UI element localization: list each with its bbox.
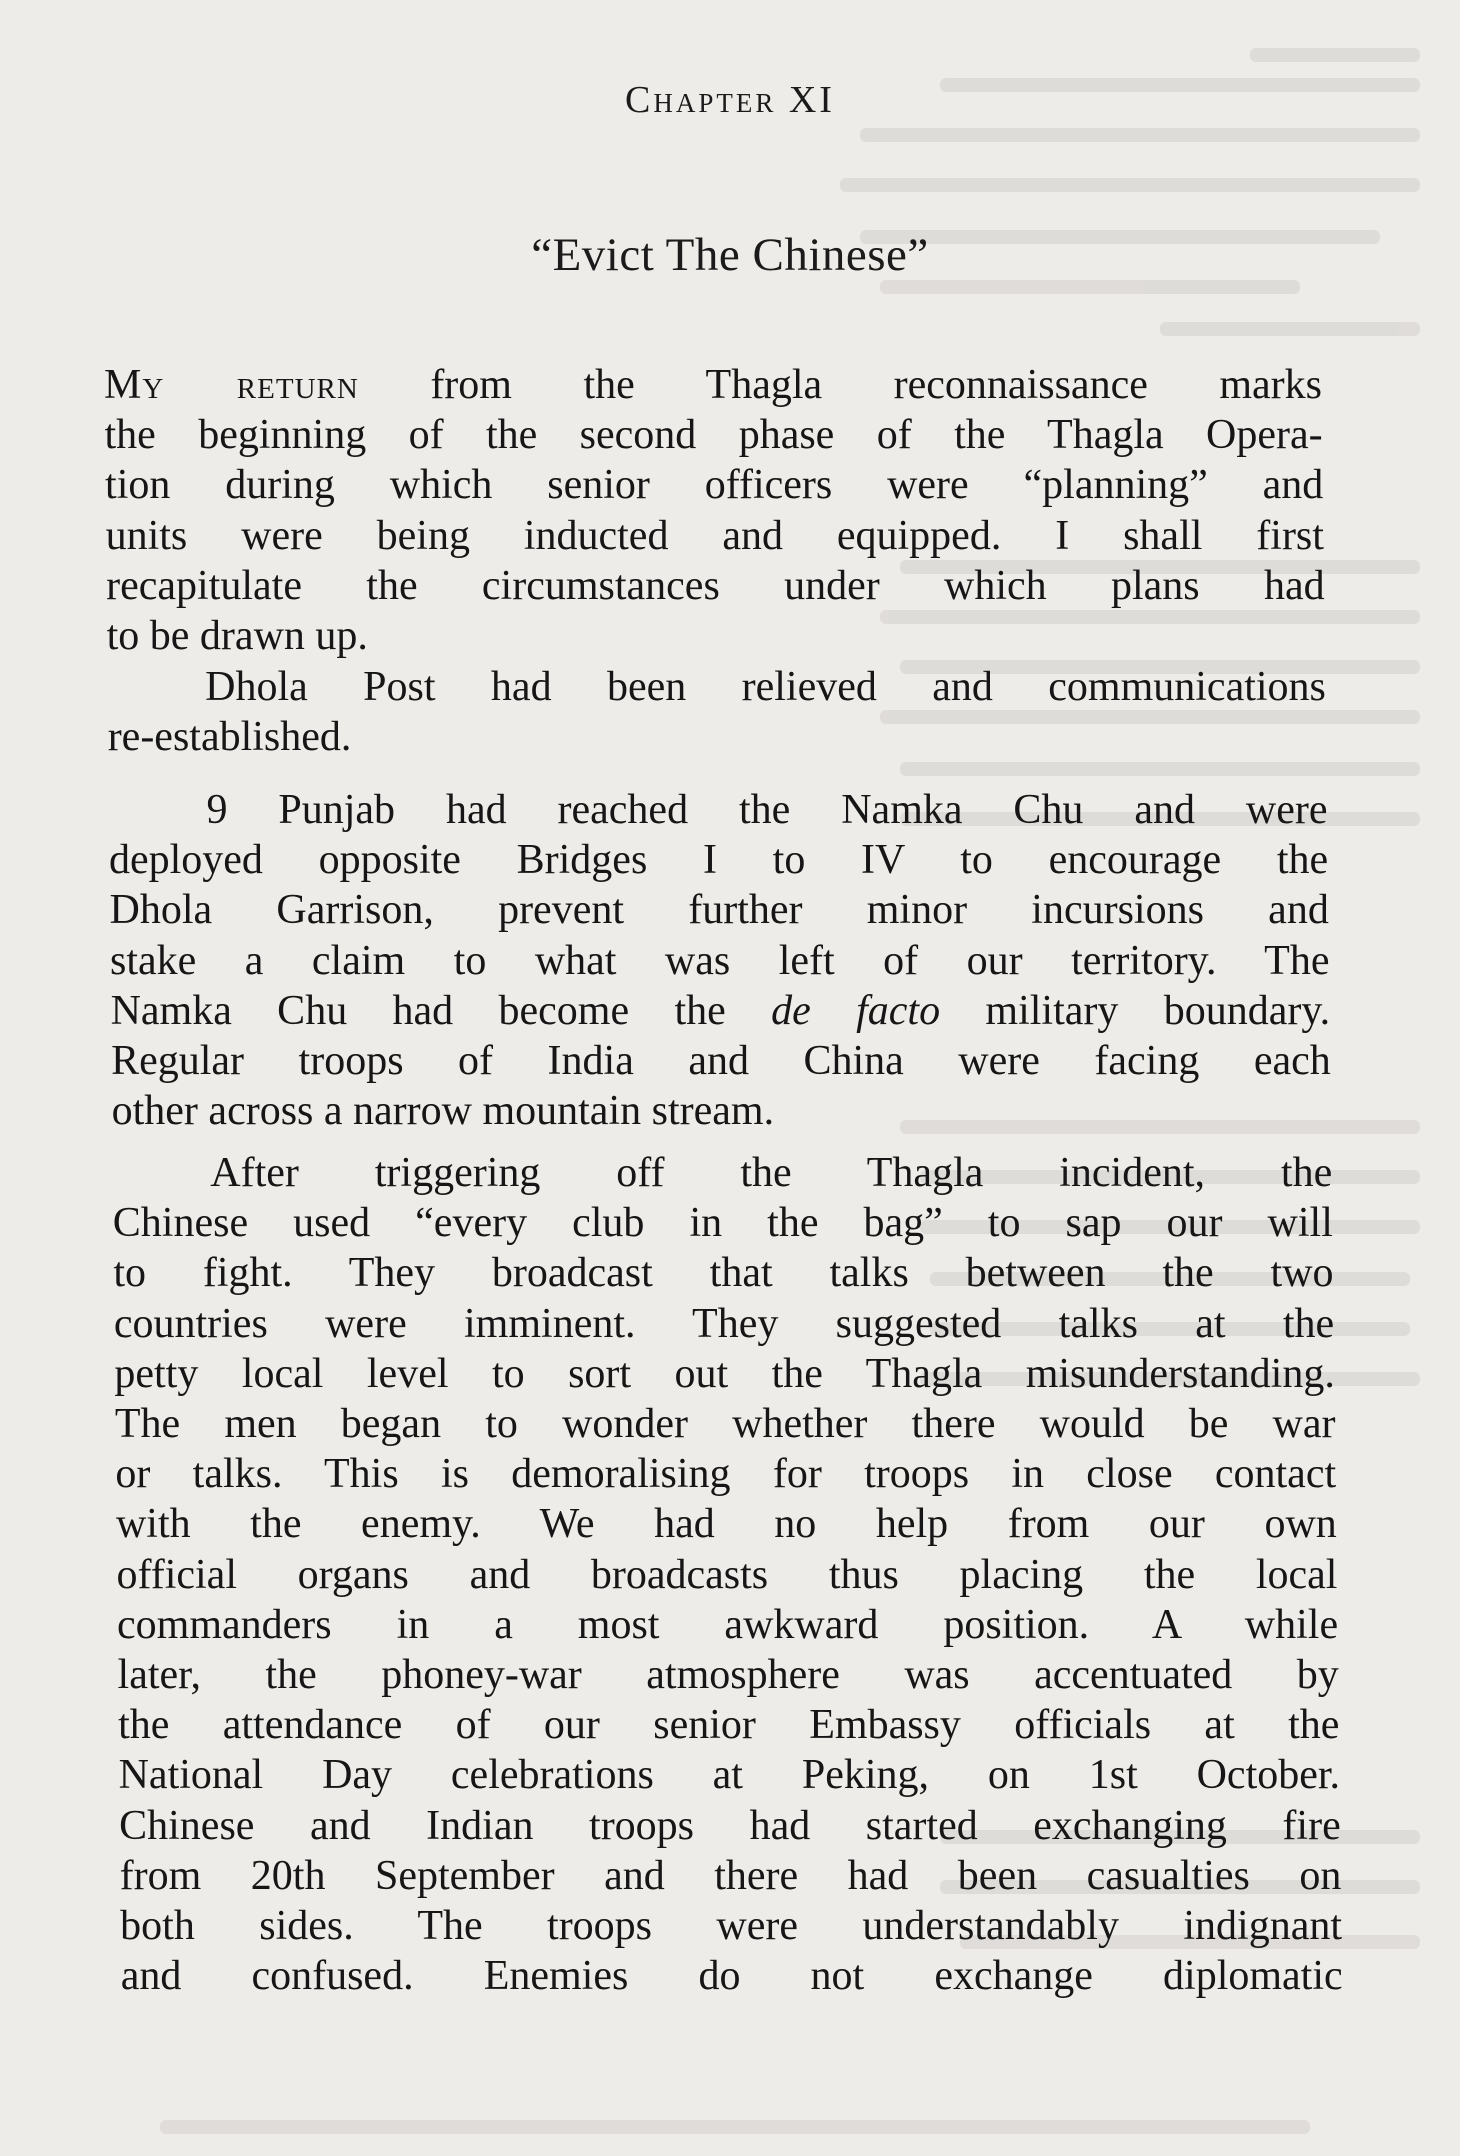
text-line [111, 986, 1331, 1036]
text-line [205, 662, 1326, 712]
text-line [110, 885, 1329, 935]
text-line-content: from the Thagla reconnaissance marks [358, 362, 1322, 408]
text-line-content: Regular troops of India and China were facing each [111, 1038, 1331, 1084]
text-line-content: tion during which senior officers were “planning” and [105, 462, 1324, 509]
text-line [112, 1086, 1332, 1136]
text-line [114, 1299, 1334, 1349]
text-line [104, 360, 1322, 410]
text-line [115, 1399, 1336, 1449]
text-line-content: petty local level to sort out the Thagla misunderstanding. [114, 1350, 1335, 1397]
text-line-content: commanders in a most awkward position. A while [117, 1601, 1339, 1648]
text-line [105, 460, 1323, 510]
text-line-content: National Day celebrations at Peking, on 1st October. [118, 1752, 1341, 1799]
text-line [121, 1951, 1343, 2001]
text-line-content: or talks. This is demoralising for troops in close contact [115, 1451, 1337, 1498]
text-line [111, 1036, 1331, 1086]
text-line-content: other across a narrow mountain stream. [111, 1088, 775, 1135]
text-line-content: to be drawn up. [106, 613, 368, 659]
text-line [105, 410, 1323, 460]
text-line [116, 1550, 1337, 1600]
text-line-content: both sides. The troops were understandably indignant [120, 1903, 1343, 1949]
text-line-content: After triggering off the Thagla incident, the [210, 1150, 1333, 1196]
text-line [110, 936, 1329, 986]
text-line-content: 9 Punjab had reached the Namka Chu and were [206, 787, 1328, 833]
text-line-content: deployed opposite Bridges I to IV to encourage the [108, 837, 1329, 884]
text-line-content: Chinese used “every club in the bag” to sap our will [112, 1200, 1333, 1247]
text-line [106, 511, 1324, 561]
text-line [117, 1600, 1338, 1650]
text-line [108, 712, 1327, 762]
text-line-content: Namka Chu had become the de facto military boundary. [110, 987, 1331, 1034]
text-line [113, 1198, 1333, 1248]
text-line [109, 835, 1328, 885]
text-line-content: countries were imminent. They suggested talks at the [113, 1300, 1335, 1347]
text-line [114, 1349, 1334, 1399]
text-line-content: later, the phoney-war atmosphere was accentuated by [117, 1652, 1339, 1698]
text-line-content: recapitulate the circumstances under which plans had [106, 562, 1325, 609]
chapter-number: Chapter XI [625, 79, 835, 121]
text-line [206, 785, 1327, 835]
text-line-content: Dhola Garrison, prevent further minor incursions and [109, 887, 1329, 934]
text-line-content: Chinese and Indian troops had started exchanging fire [119, 1802, 1341, 1849]
text-line-content: stake a claim to what was left of our territory. The [110, 937, 1330, 984]
text-line-content: official organs and broadcasts thus placing the local [116, 1551, 1338, 1598]
text-line [106, 561, 1325, 611]
text-line [113, 1248, 1333, 1298]
text-line-content: to fight. They broadcast that talks between the two [113, 1250, 1334, 1297]
text-line [118, 1650, 1339, 1700]
text-line [120, 1901, 1342, 1951]
text-line [118, 1700, 1339, 1750]
text-line-content: and confused. Enemies do not exchange diplomatic [120, 1953, 1343, 2000]
text-line-content: the attendance of our senior Embassy officials at the [118, 1702, 1340, 1749]
text-line-content: The men began to wonder whether there would be war [114, 1401, 1336, 1447]
text-line [119, 1801, 1341, 1851]
text-line [116, 1499, 1337, 1549]
text-line-content: with the enemy. We had no help from our own [115, 1501, 1337, 1548]
text-line-content: from 20th September and there had been casualties on [119, 1852, 1342, 1899]
text-line [210, 1148, 1332, 1198]
text-line-content: the beginning of the second phase of the Thagla Opera- [104, 412, 1323, 459]
text-line [120, 1851, 1342, 1901]
chapter-title: “Evict The Chinese” [531, 229, 929, 281]
text-line-content: re-established. [107, 714, 352, 761]
text-line-content: units were being inducted and equipped. I shall first [105, 512, 1324, 559]
text-line [115, 1449, 1336, 1499]
text-line [107, 611, 1326, 661]
text-line-content: Dhola Post had been relieved and communications [205, 664, 1326, 710]
lead-in-smallcaps: My return [104, 362, 359, 408]
text-line [119, 1750, 1340, 1800]
